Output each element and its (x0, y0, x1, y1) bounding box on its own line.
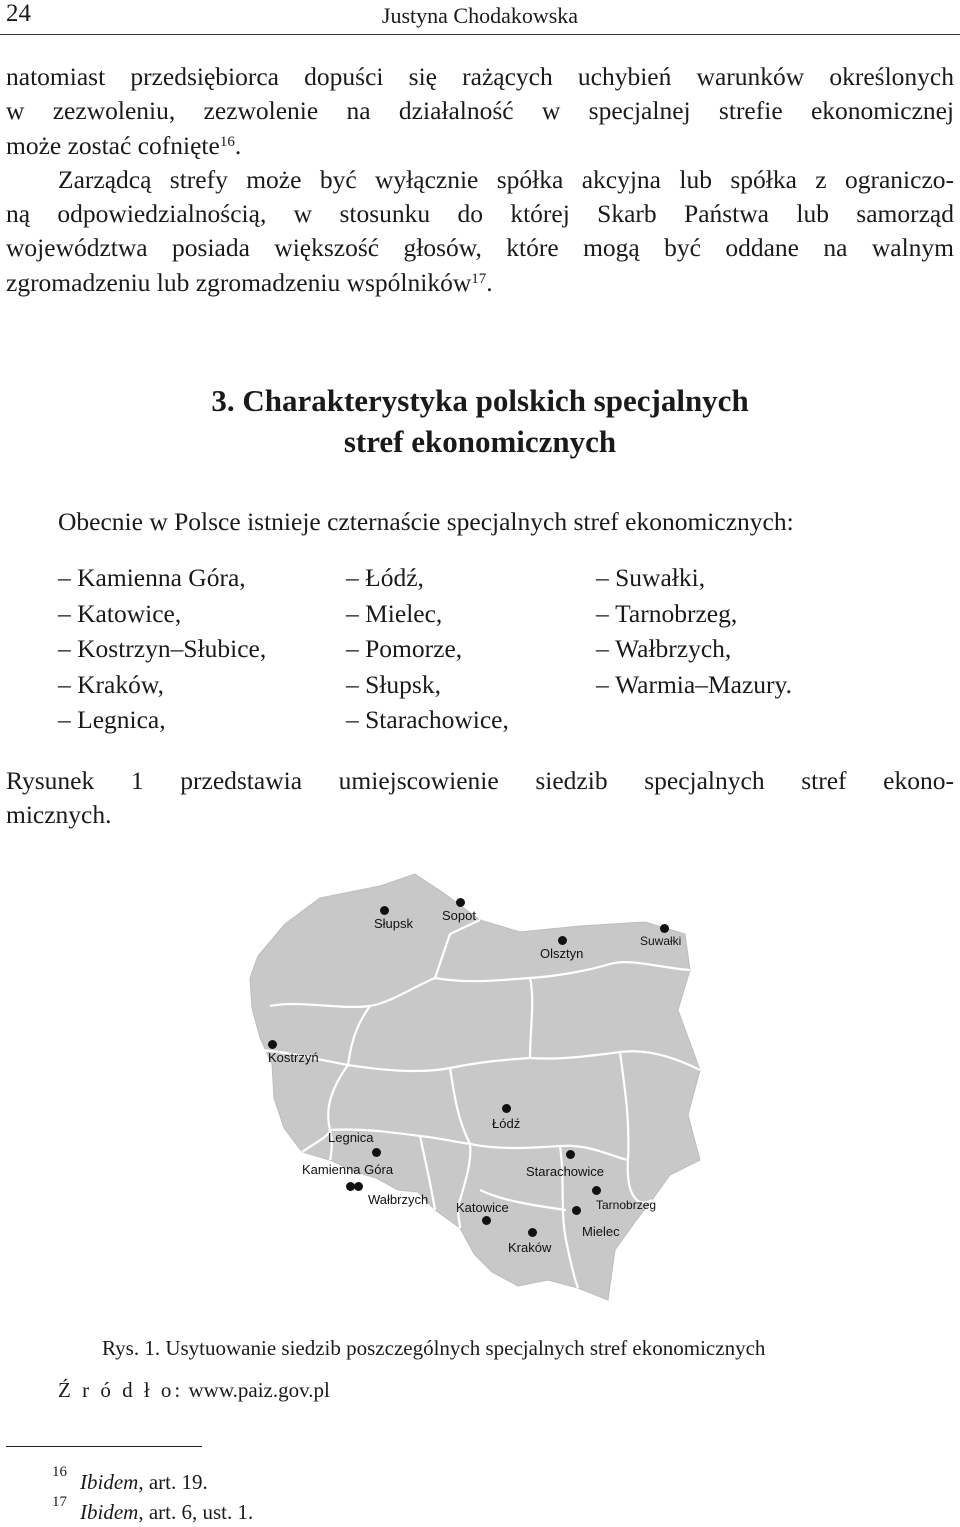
text-line: Zarządcą strefy może być wyłącznie spółka akcyjna lub spółka z ograniczo- (58, 164, 954, 194)
city-marker (268, 1040, 277, 1049)
zone-item: – Tarnobrzeg, (596, 596, 792, 632)
city-label: Legnica (328, 1130, 374, 1145)
running-head-author: Justyna Chodakowska (381, 3, 579, 28)
footnote-17 (52, 1494, 254, 1525)
city-label: Mielec (582, 1224, 620, 1239)
city-label: Słupsk (374, 916, 414, 931)
city-marker (572, 1206, 581, 1215)
city-marker (528, 1228, 537, 1237)
city-label: Kamienna Góra (302, 1162, 394, 1177)
text-span: może zostać cofnięte (6, 130, 220, 160)
zone-item: – Kamienna Góra, (58, 560, 266, 596)
figure-caption: Rys. 1. Usytuowanie siedzib poszczególnych specjalnych stref ekonomicznych (102, 1336, 766, 1360)
city-label: Łódź (492, 1116, 521, 1131)
city-marker (354, 1182, 363, 1191)
source-url[interactable]: www.paiz.gov.pl (188, 1378, 330, 1402)
text-line: województwa posiada większość głosów, które mogą być oddane na walnym (6, 233, 954, 263)
paragraph-figure-ref (6, 764, 954, 833)
footnote-ref-17[interactable]: 17 (471, 270, 487, 287)
heading-line: 3. Charakterystyka polskich specjalnych (211, 383, 749, 418)
city-label: Sopot (442, 908, 476, 923)
city-marker (592, 1186, 601, 1195)
source-label: Ź r ó d ł o: (58, 1378, 184, 1402)
text-line: w zezwoleniu, zezwolenie na działalność w specjalnej strefie ekonomicznej (6, 96, 954, 126)
city-label: Tarnobrzeg (596, 1198, 657, 1212)
text-line: micznych. (6, 800, 112, 830)
city-marker (456, 898, 465, 907)
city-marker (558, 936, 567, 945)
footnote-ref-16[interactable]: 16 (219, 133, 235, 150)
city-label: Suwałki (640, 934, 682, 948)
zones-column-1 (58, 560, 266, 738)
section-heading (0, 380, 960, 462)
city-marker (566, 1150, 575, 1159)
footnote-16 (52, 1464, 208, 1495)
zone-item: – Suwałki, (596, 560, 792, 596)
footnote-text (56, 1500, 253, 1524)
city-marker (502, 1104, 511, 1113)
zone-item: – Łódź, (346, 560, 509, 596)
text-span: . (234, 130, 242, 160)
poland-territory (250, 874, 700, 1300)
city-marker (372, 1148, 381, 1157)
footnote-text (56, 1470, 208, 1494)
city-marker (482, 1216, 491, 1225)
city-marker (660, 924, 669, 933)
city-label: Kraków (508, 1240, 552, 1255)
text-line: ną odpowiedzialnością, w stosunku do której Skarb Państwa lub samorząd (6, 199, 954, 229)
page-number: 24 (6, 0, 31, 27)
footnote-rest: , art. 19. (138, 1470, 208, 1494)
figure-source (58, 1378, 330, 1403)
city-label: Katowice (456, 1200, 509, 1215)
text-line (6, 129, 954, 163)
zones-column-2 (346, 560, 509, 738)
zone-item: – Wałbrzych, (596, 631, 792, 667)
poland-map-outline (230, 860, 710, 1315)
footnote-number: 17 (52, 1494, 67, 1510)
city-label: Wałbrzych (368, 1192, 429, 1207)
zone-item: – Katowice, (58, 596, 266, 632)
zone-item: – Legnica, (58, 702, 266, 738)
paragraph-zone-manager (6, 60, 954, 300)
zone-item: – Mielec, (346, 596, 509, 632)
text-line: natomiast przedsiębiorca dopuści się rażących uchybień warunków określonych (6, 62, 954, 91)
poland-sez-map (230, 860, 710, 1315)
footnote-italic: Ibidem (80, 1470, 139, 1494)
zone-item: – Kostrzyn–Słubice, (58, 631, 266, 667)
city-label: Starachowice (526, 1164, 605, 1179)
footnote-rule (6, 1446, 202, 1447)
text-line (6, 266, 954, 300)
zones-column-3 (596, 560, 792, 702)
zone-item: – Kraków, (58, 667, 266, 703)
page-header (0, 0, 960, 34)
city-label: Kostrzyń (268, 1050, 319, 1065)
zone-item: – Słupsk, (346, 667, 509, 703)
text-span: zgromadzeniu lub zgromadzeniu wspólników (6, 267, 472, 297)
zone-item: – Starachowice, (346, 702, 509, 738)
header-rule (0, 34, 960, 35)
footnote-rest: , art. 6, ust. 1. (138, 1500, 254, 1524)
city-label: Olsztyn (540, 946, 584, 961)
city-marker (380, 906, 389, 915)
heading-line: stref ekonomicznych (343, 424, 617, 459)
footnote-number: 16 (52, 1464, 67, 1480)
zone-item: – Pomorze, (346, 631, 509, 667)
text-span: . (486, 267, 493, 297)
zones-intro: Obecnie w Polsce istnieje czternaście specjalnych stref ekonomicznych: (58, 507, 794, 536)
zone-item: – Warmia–Mazury. (596, 667, 792, 703)
footnote-italic: Ibidem (80, 1500, 139, 1524)
text-line: Rysunek 1 przedstawia umiejscowienie siedzib specjalnych stref ekono- (6, 766, 954, 795)
